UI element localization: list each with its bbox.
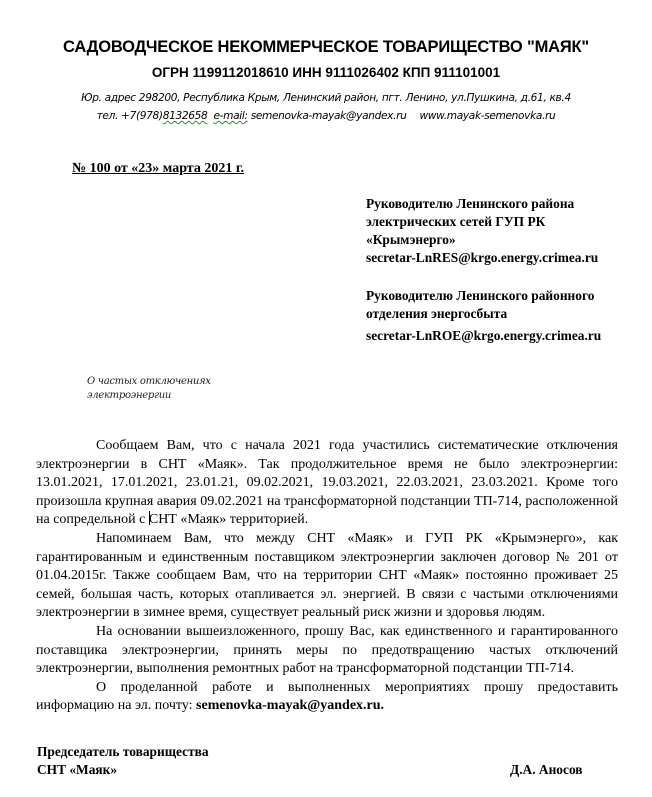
subject-line-2: электроэнергии [87, 390, 172, 401]
phone-label: тел. +7(978) [96, 110, 163, 122]
contact-line [0, 110, 652, 122]
signature-title-line-2: СНТ «Маяк» [37, 762, 118, 777]
paragraph-1-text-end: СНТ «Маяк» территорией. [148, 512, 309, 528]
subject-line-1: О частых отключениях [87, 376, 211, 387]
paragraph-3: На основании вышеизложенного, прошу Вас, как единственного и гарантированного поставщика электроэнергии, принять меры по предотвращению частых отключений электроэнергии, выполнения ремонтных работ на трансформаторной подстанции ТП-714. [36, 623, 618, 677]
recipient-2-line-2: отделения энергосбыта [366, 306, 508, 321]
document-number: № 100 от «23» марта 2021 г. [72, 161, 245, 176]
paragraph-4 [36, 679, 618, 716]
recipient-2-line-1: Руководителю Ленинского районного [366, 288, 595, 303]
email-label: e-mail: [213, 110, 248, 122]
signatory-name: Д.А. Аносов [510, 762, 583, 777]
org-website[interactable]: www.mayak-semenovka.ru [419, 110, 556, 122]
recipient-1-line-2: электрических сетей ГУП РК [366, 214, 546, 229]
reply-email[interactable]: semenovka-mayak@yandex.ru. [196, 698, 385, 714]
legal-address: Юр. адрес 298200, Республика Крым, Ленинский район, пгт. Ленино, ул.Пушкина, д.61, кв.4 [81, 92, 571, 104]
recipient-1-line-3: «Крымэнерго» [366, 232, 456, 247]
recipient-2-email[interactable]: secretar-LnROE@krgo.energy.crimea.ru [366, 328, 602, 343]
recipient-1-email[interactable]: secretar-LnRES@krgo.energy.crimea.ru [366, 250, 599, 265]
signature-title-line-1: Председатель товарищества [37, 744, 209, 759]
organization-name: САДОВОДЧЕСКОЕ НЕКОММЕРЧЕСКОЕ ТОВАРИЩЕСТВО "МАЯК" [63, 38, 589, 56]
org-email[interactable]: semenovka-mayak@yandex.ru [250, 110, 407, 122]
paragraph-2: Напоминаем Вам, что между СНТ «Маяк» и ГУП РК «Крымэнерго», как гарантированным и единственным поставщиком электроэнергии заключен договор № 201 от 01.04.2015г. Также сообщаем Вам, что на территории СНТ «Маяк» постоянно проживает 25 семей, большая часть, которых отапливается эл. энергией. В связи с частыми отключениями электроэнергии в зимнее время, существует реальный риск жизни и здоровья людям. [36, 530, 618, 621]
paragraph-1-text: Сообщаем Вам, что с начала 2021 года участились систематические отключения электроэнергии в СНТ «Маяк». Так продолжительное время не было электроэнергии: 13.01.2021, 17.01.2021, 23.01.21, 09.02.2021, 19.03.2021, 22.03.2021, 23.03.2021. Кроме того произошла крупная авария 09.02.2021 на трансформаторной подстанции ТП-714, расположенной на сопредельной с [36, 438, 618, 528]
registration-numbers: ОГРН 1199112018610 ИНН 9111026402 КПП 911101001 [151, 65, 501, 80]
letter-body [36, 437, 618, 716]
paragraph-4-text: О проделанной работе и выполненных мероприятиях прошу предоставить информацию на эл. почту: [36, 679, 618, 714]
paragraph-1 [36, 437, 618, 530]
phone-number: 8132658 [162, 110, 208, 122]
recipient-1-line-1: Руководителю Ленинского района [366, 196, 575, 211]
